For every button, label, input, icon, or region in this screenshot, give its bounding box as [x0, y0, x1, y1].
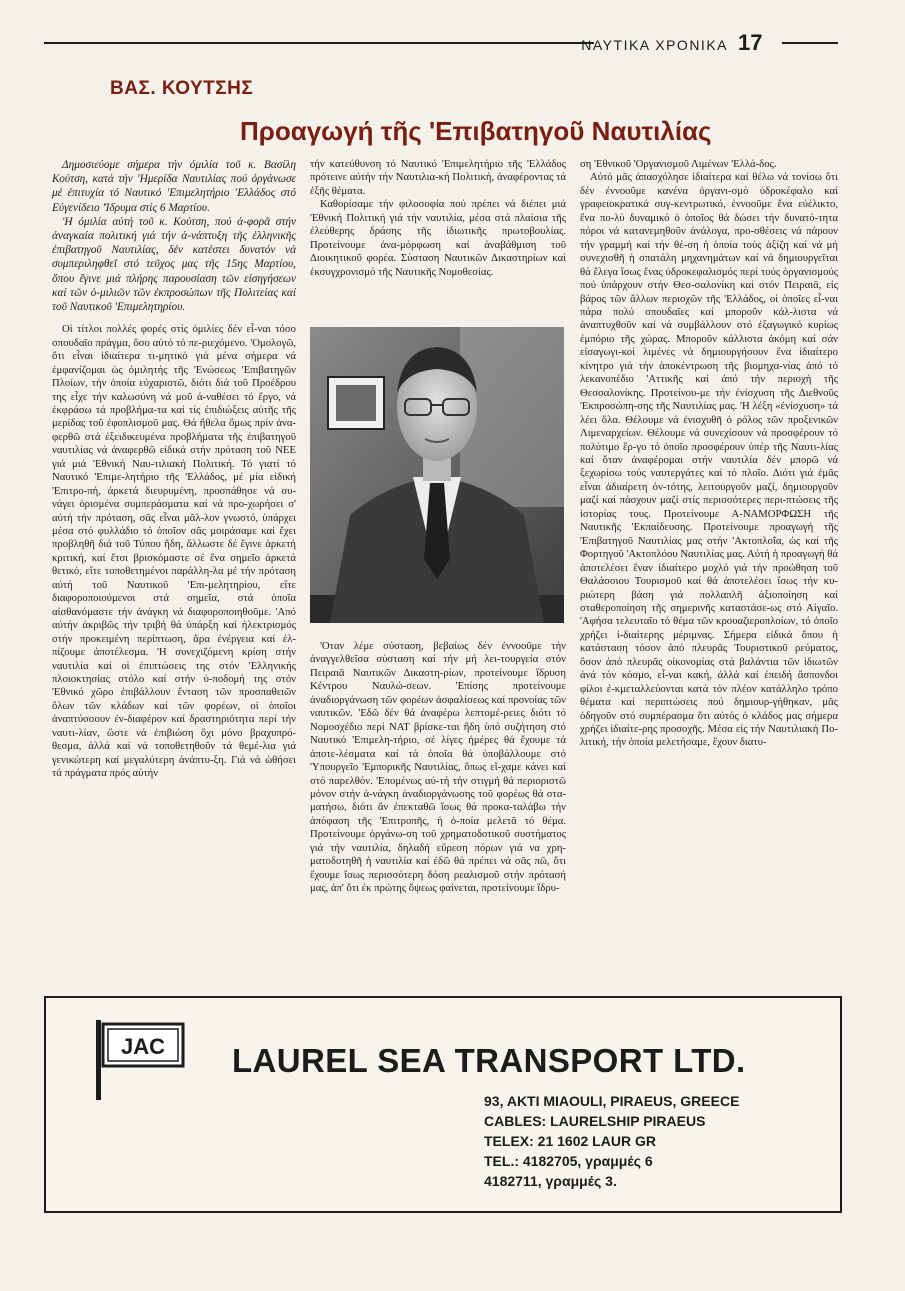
article-column-1 — [52, 158, 296, 928]
intro-paragraph-2: 'Η όμιλία αὐτή τοῦ κ. Κούτση, πού ά-φορᾶ στήν άναγκαία πολιτική γιά τήν ά-νάπτυξη τῆς ἑλληνικῆς ἐπιβατηγοῦ Ναυτιλίας, δέν κατέστει δυνατόν νά συμπεριληφθεῖ στό τεῦχος μας τῆς 15ης Μαρτίου, ὅπου ἔγινε μιά πλήρης παρουσίαση τῶν εἰσηγήσεων καί τῶν ὁ-μιλιῶν τῶν ἐκπροσώπων τῆς Πολιτείας καί τοῦ Ναυτικοῦ 'Επιμελητηρίου. — [52, 215, 296, 314]
body-paragraph: τήν κατεύθυνση τό Ναυτικό 'Επιμελητήριο τῆς 'Ελλάδος πρότεινε αὐτήν τήν Ναυτιλια-κή Πολιτική, ἀναφέροντας τά ἑξῆς θέματα. — [310, 158, 566, 197]
body-paragraph: ση 'Εθνικοῦ 'Οργανισμοῦ Λιμένων 'Ελλά-δος. — [580, 158, 777, 170]
company-cables: CABLES: LAURELSHIP PIRAEUS — [484, 1113, 706, 1129]
page-number: 17 — [738, 30, 763, 55]
article-column-3 — [580, 158, 838, 928]
body-paragraph: 'Οταν λέμε σύσταση, βεβαίως δέν ἐννοοῦμε τήν ἀναγγελθεῖσα σύσταση καί τήν μή λει-τουργεία στόν Πειραιᾶ Ναυτικῶν Δικαστη-ρίων, προτείνουμε ἵδρυση Κέντρου Ναυλώ-σεων. 'Επίσης προτείνουμε ἀναδιοργάνωση τῶν φορέων ἀσφαλίσεως καί προνοίας τῶν ναυτικῶν. 'Εδῶ δέν θά ἀναφέρω λεπτομέ-ρειες διότι τό Νομοσχέδιο περί ΝΑΤ βρίσκε-ται ἤδη ὑπό συζήτηση στό Ναυτικό 'Επιμελη-τήριο, σέ λίγες ἡμέρες θά ἔχουμε τά ἀποτε-λέσματα καί τά ὁποῖα θά ὑποβάλλουμε στό 'Υπουργεῖο 'Εμπορικῆς Ναυτιλίας, ὅπως εἴ-χαμε κάνει καί στό παρελθόν. 'Επομένως αὐ-τή τήν στιγμή θά περιοριστῶ μόνον στήν ἀ-νάγκη ἀναδιοργάνωσης τοῦ φορέως θά στα-ματήσω, διότι ἄν ἐπεκταθῶ ἴσως θά προκα-ταλάβω τήν ἀπόφαση τῆς 'Επιτροπῆς, ἡ ὁ-ποία μελετᾶ τό θέμα. Προτείνουμε ὀργάνω-ση τοῦ χρηματοδοτικοῦ συστήματος γιά τήν ναυτιλία, δηλαδή εὕρεση πόρων γιά να χρη-ματοδοτηθῆ ἡ ναυτιλία καί ἐδῶ θά πρέπει νά σᾶς πῶ, ὅτι ἔχουμε ἴσως περισσότερη δόση ρεαλισμοῦ στήν πρότασή μας, ἀπ' ὅτι ἐκ πρώτης ὄψεως φαίνεται, προτείνουμε ἵδρυ- — [310, 640, 566, 895]
magazine-title: ΝΑΥΤΙΚΑ ΧΡΟΝΙΚΑ — [581, 37, 728, 53]
body-paragraph: Καθορίσαμε τήν φιλοσοφία πού πρέπει νά διέπει μιά 'Εθνική Πολιτική γιά τήν ναυτιλία, μέσα στά πλαίσια τῆς ἐλεύθερης δράσης τῆς ἰδιωτικῆς πρωτοβουλίας. Προτείνουμε ἀνα-μόρφωση καί ἀναβάθμιση τοῦ Διοικητικοῦ φορέα. Σύσταση Ναυτικῶν Δικαστηρίων καί ἐκσυγχρονισμό τῆς Ναυτικῆς Νομοθεσίας. — [310, 198, 566, 278]
company-telex: TELEX: 21 1602 LAUR GR — [484, 1133, 656, 1149]
article-column-2-bottom — [310, 640, 566, 928]
intro-paragraph-1: Δημοσιεύομε σήμερα τήν όμιλία τοῦ κ. Βασίλη Κούτση, κατά τήν 'Ημερίδα Ναυτιλίας πού όργάνωσε μέ έπιτυχία τό Ναυτικό 'Επιμελητήριο 'Ελλάδος στό Εύγενίδειο 'Ίδρυμα στίς 6 Μαρτίου. — [52, 159, 296, 214]
company-telephone-1: TEL.: 4182705, γραμμές 6 — [484, 1153, 653, 1169]
portrait-illustration — [310, 327, 564, 623]
company-address: 93, AKTI MIAOULI, PIRAEUS, GREECE — [484, 1093, 740, 1109]
company-advertisement — [44, 996, 842, 1213]
article-author: ΒΑΣ. ΚΟΥΤΣΗΣ — [110, 78, 254, 99]
company-name: LAUREL SEA TRANSPORT LTD. — [232, 1042, 746, 1079]
article-column-2-top — [310, 158, 566, 308]
logo-text: JAC — [120, 1034, 166, 1059]
jac-flag-logo — [94, 1016, 190, 1102]
body-paragraph: Αὐτό μᾶς ἀπασχόλησε ἰδιαίτερα καί θέλω νά τονίσω ὅτι δέν ἐννοοῦμε κανένα ὀργανι-σμό ὑδροκέφαλο καί γραφειοκρατικά συγ-κεντρωτικό, ἐννοοῦμε ἕνα εὐέλικτο, ἕνα πο-λύ δυναμικό ὁ ὁποῖος θά δώσει τήν δυνατό-τητα πόροι νά κατανεμηθοῦν ἀνάλογα, προ-σθέσεις νά πάρουν τήν γραμμή καί τήν θέ-ση ἡ ὁποία τούς ἀξίζη καί νά μή συνεχισθῆ ἡ σπατάλη μηχανημάτων καί νά δημιουργεῖται θά ἔλεγα ἴσως ἕνας ὑδροκεφαλισμός περί τούς ὀργανισμούς πού ὑπάρχουν στήν Θεσ-σαλονίκη καί στόν Πειραιᾶ, εἰς βάρος τῶν ἄλλων περιοχῶν τῆς 'Ελλάδος, οἱ ὁποῖες εἶ-ναι πάρα πολύ σπουδαῖες καί μποροῦν κάλ-λιστα νά ἀναπτυχθοῦν καί νά συμβάλλουν στό ἐξαγωγικό κυρίως ἐμπόριο τῆς χώρας. Μποροῦν κάλλιστα ἀκόμη καί σάν εἰσαγωγι-κοί λιμένες νά δημιουργήσουν ἕνα ἰδιαίτερο κίνητρο γιά τήν ἀποκέντρωση τῆς βιομηχα-νίας ἀπό τό λεκανοπέδιο 'Αττικῆς καί ἀπό τήν περιοχή τῆς Θεσσαλονίκης. Προτείνου-με τήν ἐνίσχυση τῆς Διεθνοῦς 'Εκπροσώπη-σης τῆς Ναυτιλίας μας. 'Η λέξη «ἐνίσχυση» τά λέει ὅλα. Θέλουμε νά ἐνισχυθῆ ὁ ρόλος τῶν προξενικῶν Λιμεναρχείων. Θέλουμε νά συνεχίσουν νά προσφέρουν τό πολύτιμο ἔρ-γο τό ὁποῖο προσφέρουν ὑπέρ τῆς Ναυτι-λίας καί ὅταν ἀναφέρομαι στήν ναυτιλία δέν μπορῶ νά ξεχωρίσω τούς ναυτεργάτες καί τό πλοῖο. Διότι γιά ἐμᾶς εἶναι ἀδιαίρετη ὀν-τότης, λειτουργοῦν μαζί, δημιουργοῦν μαζί καί πάσχουν μαζί στίς περισσότερες περι-πτώσεις τῆς ἱστορίας τους. Προτείνουμε Α-ΝΑΜΟΡΦΩΣΗ τῆς Ναυτικῆς 'Εκπαίδευσης. Προτείνουμε προαγωγή τῆς 'Επιβατηγοῦ Ναυτιλίας μας στήν 'Ακτοπλοΐα, ὡς καί τῆς Φορτηγοῦ 'Ακτοπλόου Ναυτιλίας μας. Αὐτή ἡ προαγωγή θά ἀποτελέσει ἕναν ἰδιαίτερο μοχλό γιά τήν προώθηση τοῦ Θαλάσσιου Τουρισμοῦ καί θά ἀποτελέσει ἴσως τήν κυ-ριώτερη βάση γιά πολλαπλῆ ἀξιοποίηση καί σταθεροποίηση τῆς σημερινῆς καταστάσε-ως στό Αἰγαῖο. 'Αφήσα τελευταῖο τό θέμα τῶν κρουαζιεροπλοίων, τό ὁποῖο χρήζει ἰ-διαίτερης μέριμνας. Σήμερα εἰδικά ὅπου ἡ κατάσταση τόσον ἀπό πλευρᾶς Τουριστικοῦ ρεύματος, ὅσον ἀπό πλευρᾶς οἰκονομίας στά βαλάντια τῶν ἰδιωτῶν ἀνά τόν κόσμο, εἶ-ναι κακή, ἀλλά καί ἐπειδή ἄσπονδοι φίλοι ἐ-κμεταλλεύονται κατά τόν πλέον κατάλληλο τρόπο θέματα καί περιπτώσεις πού δημιουρ-γήθηκαν, μᾶς ὁδηγοῦν στό συμπέρασμα ὅτι αὐτός ὁ κλάδος μας σήμερα χρήζει ἰδιαίτε-ρης προσοχῆς. Μέσα εἰς τήν Ναυτιλιακή Πο-λιτική, τήν ὁποία μελετήσαμε, ἔχουν διατυ- — [580, 171, 838, 749]
body-paragraph: Οἱ τίτλοι πολλές φορές στίς ὁμιλίες δέν εἶ-ναι τόσο σπουδαῖο πράγμα, ὅσο αὐτό τό πε-ριεχόμενο. 'Ομολογῶ, ὅτι εἶναι ἰδιαίτερα τι-μητικό γιά μένα σήμερα νά ἐμφανίζομαι ὡς ὁμιλητής τῆς 'Ενώσεως 'Επιβατηγῶν Πλοίων, τήν ὁποία εὐχαριστῶ, διότι διά τοῦ Προέδρου της εἶχε τήν καλωσύνη νά μοῦ ά-ναθέσει τό ἔργο, νά ἐκφράσω τά προβλήμα-τα καί τίς ἐπιδιώξεις αὐτῆς τῆς μερίδας τοῦ ἐφοπλισμοῦ μας. Θά ἤθελα ὅμως πρίν ἀνα-φερθῶ στά ἐξειδικευμένα προβλήματα τῆς ἐπιβατηγοῦ ναυτιλίας νά ἀναφερθῶ εἰδικά στήν πρόταση τοῦ ΝΕΕ γιά μιά 'Εθνική Ναυ-τιλιακή Πολιτική. Τό γιατί τό Ναυτικό 'Επιμε-λητήριο τῆς 'Ελλάδος, μέ μία εἰδική 'Επιτρο-πή, ἀρκετά διευρυμένη, προσπάθησε νά συ-νάγει ὁρισμένα συμπεράσματα καί νά προ-χωρήσει σ' αὐτή τήν πρόταση, σᾶς εἶναι μᾶλ-λον γνωστό, ὑπάρχει μέσα στό φυλλάδιο τό ὁποῖον σᾶς μοιράσαμε καί ἔχει προβληθῆ διά τοῦ Τύπου ἤδη, ἄλλωστε δέ ἔγινε ἀρκετή κριτική, καί ἔτσι βρισκόμαστε σέ ἕνα σημεῖο ἀρκετά θετικό, εἴτε τοποθετημένοι παράλλη-λα μέ τήν πρόταση αὐτή τοῦ Ναυτικοῦ 'Επι-μελητηρίου, εἴτε διαφοροποιούμενοι στά σημεῖα, στά ὁποῖα αἰσθανόμαστε τήν ἀνάγκη νά διαφοροποιηθοῦμε. 'Από αὐτήν ἀκριβῶς τήν τριβή θά ὑπάρξη καί ἠλεκτρισμός στήν προκειμένη περίπτωση, ἄρα ἐνέργεια καί ἐλ-πίζουμε ἀποτέλεσμα. 'Η συνεχιζόμενη κρίση στήν ναυτιλία καί οἱ ἐπιπτώσεις της στόν 'Ελληνικής πλοιοκτησίας στόλο καί στήν ὑ-ποδομή της στόν 'Εθνικό χῶρο ἐπιβάλλουν ἔνταση τῶν προσπαθειῶν ὅλων τῶν κλάδων καί τῶν φορέων, οἱ ὁποῖοι ἀναπτύσσουν ἐν-διαφέρον καί δραστηριότητα περί τήν ναυτι-λίαν, ὥστε νά ἐπιβιώση ὄχι μόνο βραχυπρό-θεσμα, ἀλλά καί νά τοποθετηθοῦν τά θεμέ-λια γιά γενικώτερη καί μεγαλύτερη ἀνάπτυ-ξη. Γιά νά ὠθήσει τά πράγματα πρός αὐτήν — [52, 323, 296, 780]
article-headline: Προαγωγή τῆς 'Επιβατηγοῦ Ναυτιλίας — [240, 116, 712, 146]
speaker-photo — [310, 327, 564, 623]
header-rule-right — [782, 42, 838, 44]
company-telephone-2: 4182711, γραμμές 3. — [484, 1173, 617, 1189]
header-rule-left — [44, 42, 594, 44]
